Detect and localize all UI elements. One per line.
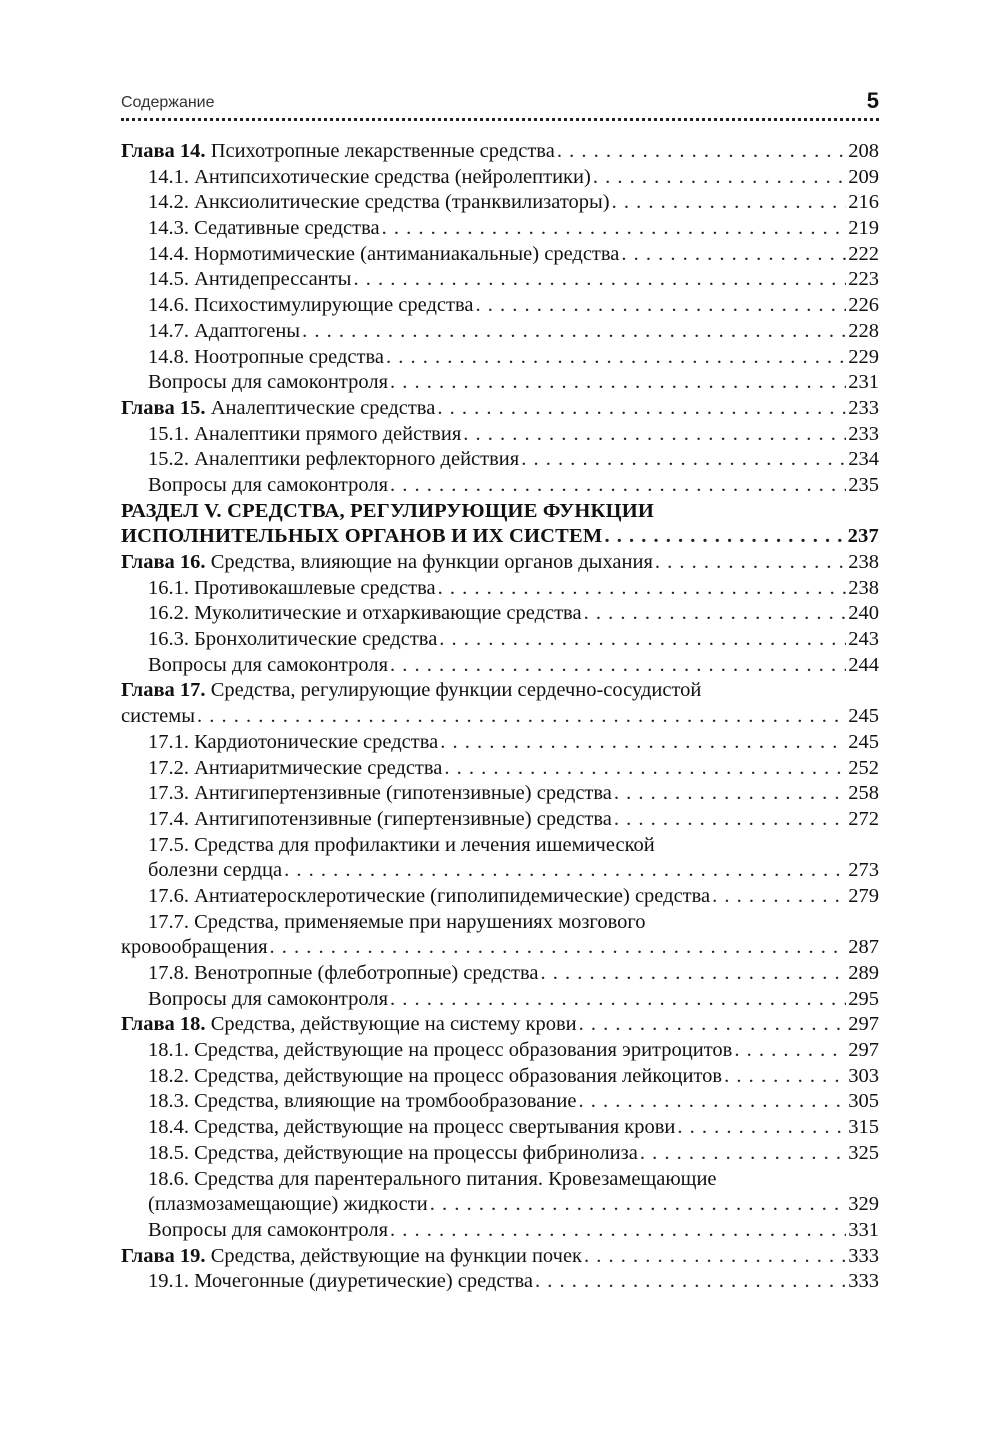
dot-leader <box>437 396 846 422</box>
toc-entry-text <box>121 678 701 704</box>
chapter-title: Средства, действующие на систему крови <box>205 1013 577 1036</box>
toc-page-number: 240 <box>848 602 879 625</box>
toc-page-number: 219 <box>848 217 879 240</box>
dot-leader <box>440 730 846 756</box>
toc-entry-text: (плазмозамещающие) жидкости <box>148 1193 428 1216</box>
toc-entry <box>121 910 879 936</box>
toc-entry-text: 18.1. Средства, действующие на процесс образования эритроцитов <box>148 1039 733 1062</box>
toc-entry <box>121 345 879 371</box>
toc-entry <box>121 935 879 961</box>
chapter-label: Глава 17. <box>121 679 206 702</box>
toc-entry-text: болезни сердца <box>148 859 283 882</box>
table-of-contents <box>121 139 879 1295</box>
toc-entry-text: 18.6. Средства для парентерального питания. Кровезамещающие <box>148 1167 717 1190</box>
toc-entry-text: Вопросы для самоконтроля <box>148 473 389 496</box>
toc-entry-text: 14.4. Нормотимические (антиманиакальные) средства <box>148 242 620 265</box>
toc-page-number: 297 <box>848 1039 879 1062</box>
toc-page-number: 222 <box>848 242 879 265</box>
dot-leader <box>353 267 846 293</box>
dot-leader <box>439 627 846 653</box>
toc-page-number: 305 <box>848 1090 879 1113</box>
toc-entry <box>121 961 879 987</box>
toc-entry-text: 17.4. Антигипотензивные (гипертензивные) средства <box>148 807 612 830</box>
toc-page-number: 252 <box>848 756 879 779</box>
toc-chapter-entry <box>121 1012 879 1038</box>
dot-leader <box>578 1089 846 1115</box>
dot-leader <box>521 447 846 473</box>
toc-page-number: 237 <box>847 525 879 548</box>
dot-leader <box>614 781 846 807</box>
toc-chapter-entry <box>121 396 879 422</box>
chapter-label: Глава 14. <box>121 140 206 162</box>
toc-entry <box>121 1269 879 1295</box>
toc-page-number: 289 <box>848 962 879 984</box>
running-header-title: Содержание <box>121 94 215 111</box>
toc-page-number: 229 <box>848 345 879 368</box>
toc-page-number: 273 <box>848 859 879 882</box>
toc-page-number: 238 <box>848 551 879 573</box>
page-number: 5 <box>866 88 879 113</box>
toc-entry <box>121 190 879 216</box>
toc-entry-text: 19.1. Мочегонные (диуретические) средства <box>148 1270 533 1293</box>
toc-section-entry <box>121 524 879 550</box>
toc-page-number: 315 <box>848 1116 879 1139</box>
dot-leader <box>584 601 847 627</box>
toc-page-number: 209 <box>848 165 879 188</box>
toc-page-number: 208 <box>848 140 879 162</box>
toc-entry-text: РАЗДЕЛ V. СРЕДСТВА, РЕГУЛИРУЮЩИЕ ФУНКЦИИ <box>121 499 655 522</box>
toc-entry <box>121 1064 879 1090</box>
toc-entry <box>121 1192 879 1218</box>
toc-entry-text: 18.5. Средства, действующие на процессы фибринолиза <box>148 1141 638 1164</box>
toc-entry <box>121 653 879 679</box>
dot-leader <box>390 653 846 679</box>
toc-entry-text: 14.5. Антидепрессанты <box>148 268 352 291</box>
toc-entry <box>121 781 879 807</box>
dot-leader <box>612 190 847 216</box>
toc-chapter-entry <box>121 678 879 704</box>
chapter-title: Средства, регулирующие функции сердечно-сосудистой <box>205 679 702 702</box>
chapter-label: Глава 18. <box>121 1013 206 1036</box>
toc-page-number: 329 <box>848 1193 879 1216</box>
dot-leader <box>579 1012 847 1038</box>
dot-leader <box>621 242 846 268</box>
toc-entry <box>121 1167 879 1193</box>
toc-page-number: 223 <box>848 268 879 291</box>
toc-entry-text: Вопросы для самоконтроля <box>148 371 389 394</box>
toc-entry-text <box>121 1244 582 1270</box>
dot-leader <box>604 524 845 550</box>
toc-entry <box>121 884 879 910</box>
toc-page-number: 333 <box>848 1244 879 1267</box>
dot-leader <box>390 1218 846 1244</box>
toc-page-number: 233 <box>848 422 879 445</box>
toc-entry-text: кровообращения <box>121 936 268 959</box>
toc-entry <box>121 704 879 730</box>
toc-page-number: 272 <box>848 807 879 830</box>
header-dotted-rule <box>121 118 879 121</box>
dot-leader <box>593 165 846 191</box>
chapter-title: Психотропные лекарственные средства <box>205 140 555 162</box>
dot-leader <box>390 473 846 499</box>
toc-entry-text: 17.2. Антиаритмические средства <box>148 756 443 779</box>
toc-entry <box>121 1038 879 1064</box>
toc-entry-text: 17.8. Венотропные (флеботропные) средства <box>148 962 539 984</box>
toc-entry-text: 17.7. Средства, применяемые при нарушениях мозгового <box>148 910 646 933</box>
toc-page-number: 245 <box>848 730 879 753</box>
chapter-title: Средства, действующие на функции почек <box>205 1244 583 1267</box>
toc-entry <box>121 987 879 1013</box>
toc-entry-text: Вопросы для самоконтроля <box>148 987 389 1010</box>
toc-chapter-entry <box>121 1244 879 1270</box>
toc-entry-text: 17.5. Средства для профилактики и лечения ишемической <box>148 833 655 856</box>
chapter-label: Глава 15. <box>121 396 206 419</box>
toc-page-number: 234 <box>848 448 879 471</box>
toc-page-number: 333 <box>848 1270 879 1293</box>
dot-leader <box>535 1269 846 1295</box>
dot-leader <box>197 704 846 730</box>
toc-entry <box>121 242 879 268</box>
toc-entry <box>121 473 879 499</box>
toc-entry <box>121 1141 879 1167</box>
toc-page-number: 303 <box>848 1064 879 1087</box>
toc-page-number: 287 <box>848 936 879 959</box>
toc-page-number: 238 <box>848 576 879 599</box>
toc-page-number: 295 <box>848 987 879 1010</box>
toc-chapter-entry <box>121 550 879 576</box>
dot-leader <box>677 1115 846 1141</box>
toc-entry-text: 16.1. Противокашлевые средства <box>148 576 436 599</box>
toc-entry-text: Вопросы для самоконтроля <box>148 1218 389 1241</box>
dot-leader <box>655 550 846 576</box>
chapter-label: Глава 19. <box>121 1244 206 1267</box>
dot-leader <box>640 1141 846 1167</box>
toc-entry-text: 16.2. Муколитические и отхаркивающие средства <box>148 602 582 625</box>
dot-leader <box>444 756 846 782</box>
dot-leader <box>430 1192 847 1218</box>
toc-entry-text <box>121 1012 577 1038</box>
toc-entry-text: 17.6. Антиатеросклеротические (гиполипидемические) средства <box>148 884 711 907</box>
toc-page-number: 216 <box>848 191 879 214</box>
toc-entry-text: 18.4. Средства, действующие на процесс свертывания крови <box>148 1116 676 1139</box>
toc-entry <box>121 422 879 448</box>
dot-leader <box>557 139 846 165</box>
toc-entry <box>121 370 879 396</box>
toc-entry-text: 14.6. Психостимулирующие средства <box>148 294 474 317</box>
dot-leader <box>614 807 846 833</box>
toc-chapter-entry <box>121 139 879 165</box>
dot-leader <box>390 987 846 1013</box>
toc-entry-text <box>121 139 555 165</box>
toc-page-number: 231 <box>848 371 879 394</box>
toc-entry-text: 17.3. Антигипертензивные (гипотензивные) средства <box>148 782 612 805</box>
toc-page-number: 331 <box>848 1218 879 1241</box>
toc-entry <box>121 627 879 653</box>
toc-entry <box>121 216 879 242</box>
toc-entry-text: Вопросы для самоконтроля <box>148 653 389 676</box>
running-header <box>121 86 879 116</box>
toc-entry <box>121 730 879 756</box>
toc-entry-text <box>121 396 435 422</box>
toc-page-number: 244 <box>848 653 879 676</box>
toc-entry-text: ИСПОЛНИТЕЛЬНЫХ ОРГАНОВ И ИХ СИСТЕМ <box>121 525 603 548</box>
toc-entry <box>121 833 879 859</box>
chapter-title: Средства, влияющие на функции органов дыхания <box>205 551 653 573</box>
dot-leader <box>438 576 847 602</box>
dot-leader <box>390 370 846 396</box>
toc-page-number: 325 <box>848 1141 879 1164</box>
toc-page-number: 235 <box>848 473 879 496</box>
toc-entry-text: 14.1. Антипсихотические средства (нейролептики) <box>148 165 591 188</box>
toc-entry-text: 17.1. Кардиотонические средства <box>148 730 439 753</box>
dot-leader <box>302 319 846 345</box>
toc-page-number: 245 <box>848 705 879 728</box>
toc-entry <box>121 267 879 293</box>
toc-entry <box>121 165 879 191</box>
toc-page-number: 258 <box>848 782 879 805</box>
toc-entry-text: 14.2. Анксиолитические средства (транквилизаторы) <box>148 191 610 214</box>
toc-entry-text: 14.7. Адаптогены <box>148 319 301 342</box>
toc-entry <box>121 756 879 782</box>
toc-entry-text: 14.3. Седативные средства <box>148 217 380 240</box>
toc-entry <box>121 858 879 884</box>
toc-entry <box>121 319 879 345</box>
dot-leader <box>475 293 846 319</box>
dot-leader <box>284 858 846 884</box>
dot-leader <box>540 961 846 987</box>
toc-page-number: 243 <box>848 628 879 651</box>
toc-page-number: 226 <box>848 294 879 317</box>
toc-entry-text: 15.2. Аналептики рефлекторного действия <box>148 448 520 471</box>
toc-entry <box>121 601 879 627</box>
toc-page-number: 228 <box>848 319 879 342</box>
toc-entry-text <box>121 550 653 576</box>
toc-entry <box>121 1115 879 1141</box>
dot-leader <box>734 1038 846 1064</box>
toc-entry-text: 18.3. Средства, влияющие на тромбообразование <box>148 1090 577 1113</box>
toc-entry-text: 16.3. Бронхолитические средства <box>148 628 438 651</box>
chapter-label: Глава 16. <box>121 551 206 573</box>
dot-leader <box>270 935 847 961</box>
toc-entry <box>121 293 879 319</box>
toc-entry <box>121 576 879 602</box>
toc-entry-text: 18.2. Средства, действующие на процесс образования лейкоцитов <box>148 1064 723 1087</box>
toc-entry <box>121 807 879 833</box>
toc-page-number: 297 <box>848 1013 879 1036</box>
toc-entry <box>121 1218 879 1244</box>
dot-leader <box>463 422 846 448</box>
dot-leader <box>386 345 846 371</box>
toc-entry <box>121 447 879 473</box>
dot-leader <box>712 884 846 910</box>
toc-entry-text: системы <box>121 705 195 728</box>
dot-leader <box>724 1064 846 1090</box>
toc-page-number: 279 <box>848 884 879 907</box>
chapter-title: Аналептические средства <box>205 396 436 419</box>
dot-leader <box>382 216 847 242</box>
dot-leader <box>584 1244 846 1270</box>
toc-section-entry <box>121 499 879 525</box>
toc-entry-text: 15.1. Аналептики прямого действия <box>148 422 462 445</box>
toc-entry-text: 14.8. Ноотропные средства <box>148 345 384 368</box>
toc-page-number: 233 <box>848 396 879 419</box>
toc-entry <box>121 1089 879 1115</box>
